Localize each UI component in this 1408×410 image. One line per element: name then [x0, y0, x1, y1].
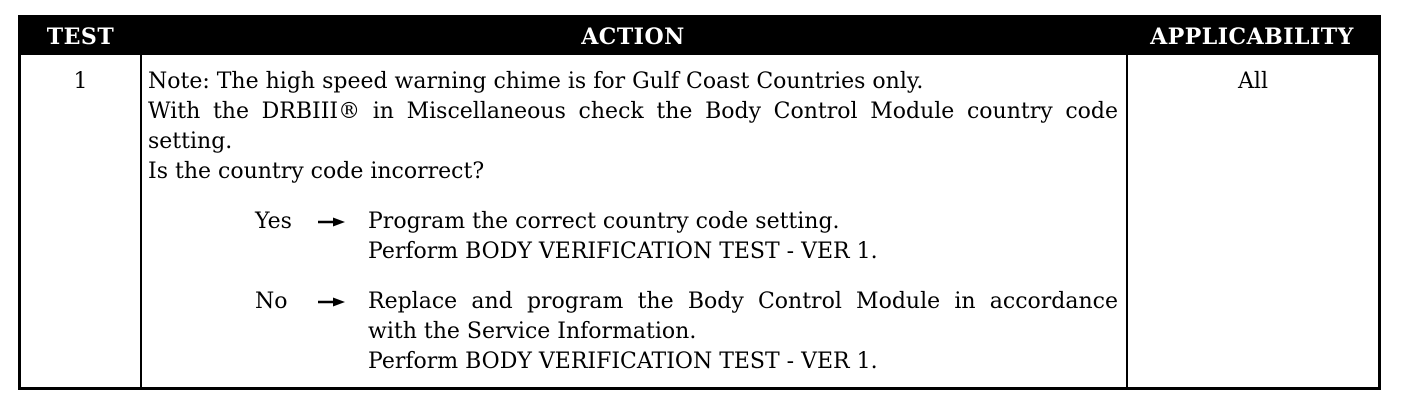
action-cell [140, 55, 1126, 387]
branch-answer: Yes [255, 209, 292, 234]
test-number: 1 [73, 69, 88, 94]
table-row [21, 55, 1378, 387]
branch-line: Perform BODY VERIFICATION TEST - VER 1. [368, 239, 878, 264]
header-action: ACTION [581, 23, 685, 50]
instruction-line: setting. [148, 129, 233, 154]
right-arrow-icon [318, 287, 368, 377]
branch-line: Replace and program the Body Control Module in accordance [368, 289, 1118, 314]
diagnostic-test-table [18, 15, 1381, 390]
branch-line: with the Service Information. [368, 319, 697, 344]
branch-text [368, 207, 1118, 267]
branch-yes [148, 207, 1118, 267]
applicability-cell [1126, 55, 1378, 387]
instruction-line: With the DRBIII® in Miscellaneous check the Body Control Module country code [148, 99, 1118, 124]
note-text: Note: The high speed warning chime is for Gulf Coast Countries only. [148, 69, 924, 94]
header-applicability: APPLICABILITY [1150, 23, 1354, 50]
branch-line: Program the correct country code setting. [368, 209, 840, 234]
branch-line: Perform BODY VERIFICATION TEST - VER 1. [368, 349, 878, 374]
branch-spacer [148, 207, 255, 267]
header-test: TEST [46, 23, 115, 50]
branch-text [368, 287, 1118, 377]
branch-spacer [148, 287, 255, 377]
question-text: Is the country code incorrect? [148, 159, 485, 184]
test-number-cell [21, 55, 140, 387]
applicability-value: All [1238, 69, 1268, 94]
branch-no [148, 287, 1118, 377]
branch-answer: No [255, 289, 288, 314]
table-header [21, 18, 1378, 55]
right-arrow-icon [318, 207, 368, 267]
